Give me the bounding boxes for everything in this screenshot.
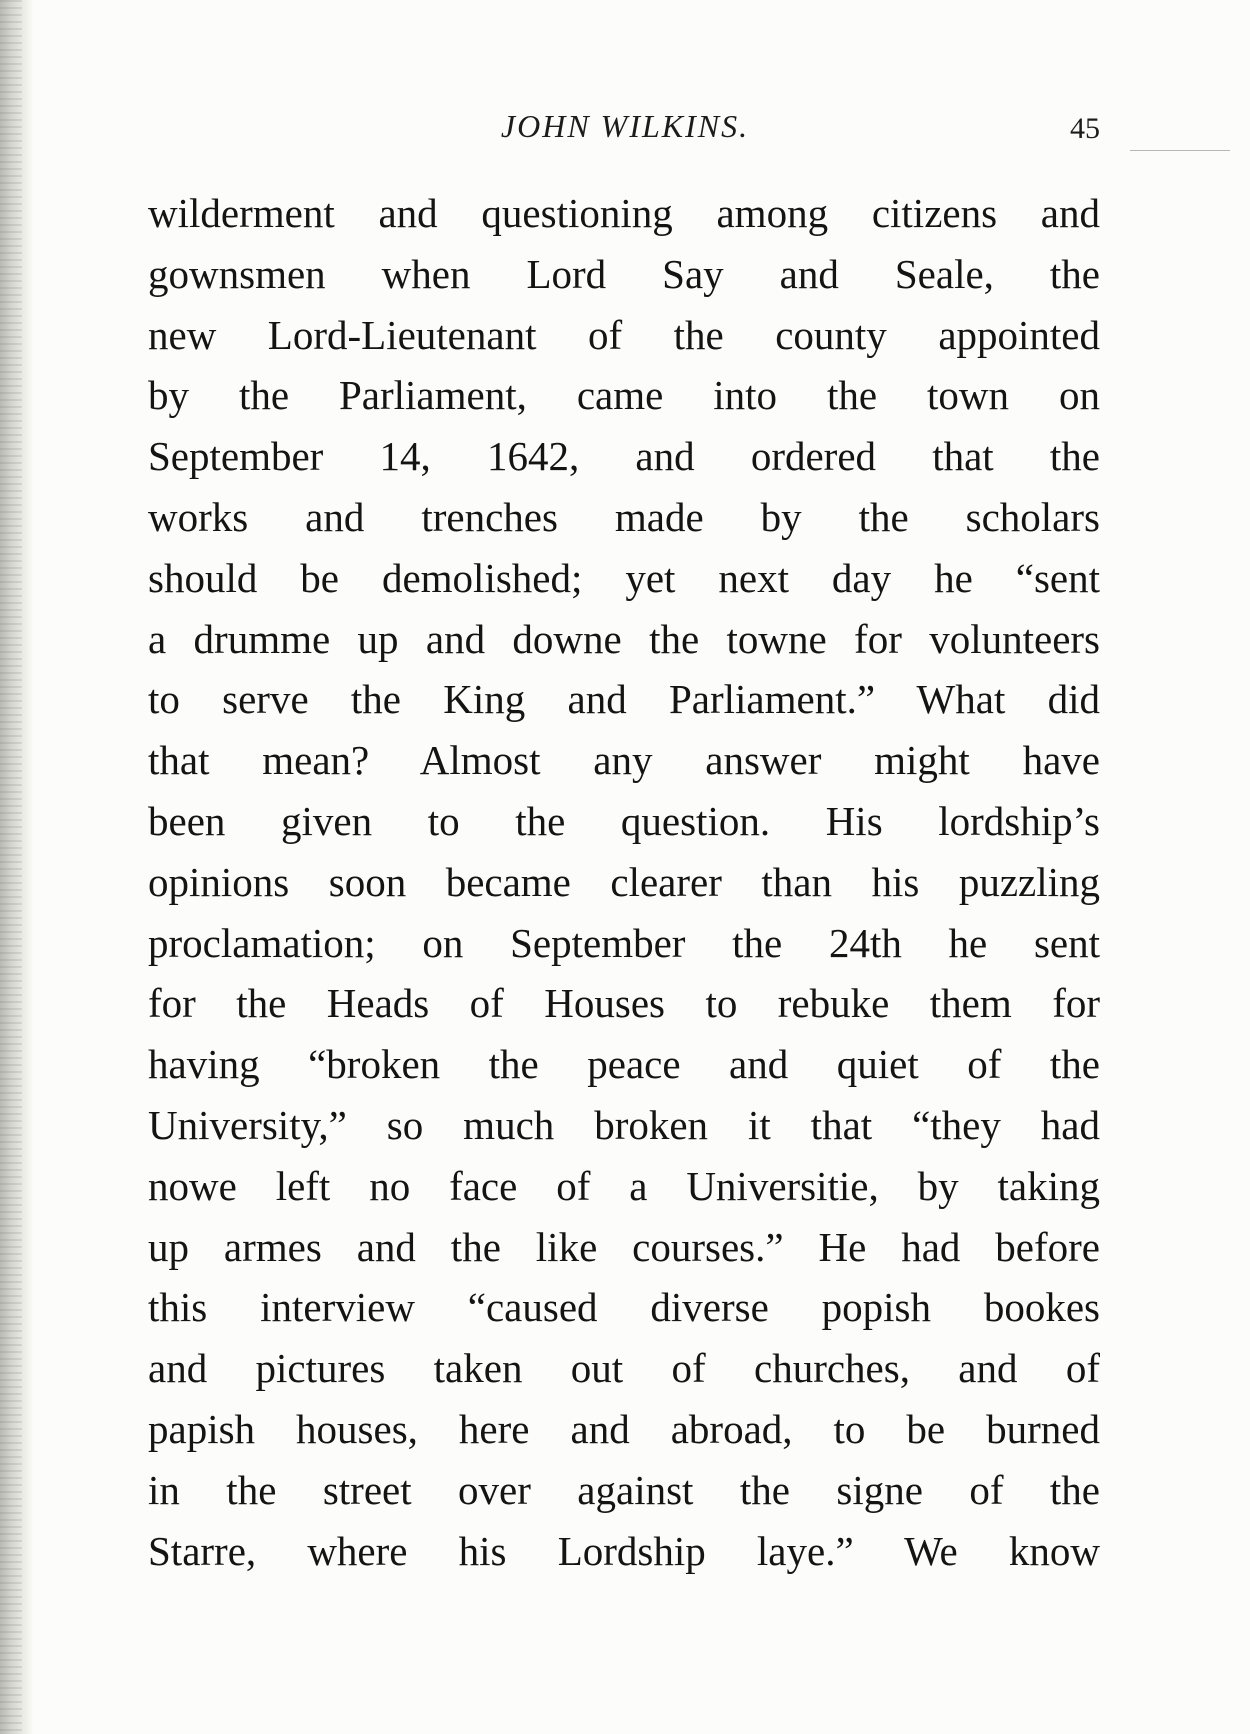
running-head xyxy=(150,108,1100,158)
text-line: University,” so much broken it that “they had xyxy=(148,1101,1100,1148)
text-line: September 14, 1642, and ordered that the xyxy=(148,433,1100,480)
text-line: for the Heads of Houses to rebuke them for xyxy=(148,980,1100,1027)
text-line: proclamation; on September the 24th he sent xyxy=(148,919,1100,966)
page-number: 45 xyxy=(1070,112,1100,145)
text-line: opinions soon became clearer than his puzzling xyxy=(148,858,1100,905)
body-text xyxy=(148,183,1100,1581)
text-line: to serve the King and Parliament.” What did xyxy=(148,676,1100,723)
text-line: works and trenches made by the scholars xyxy=(148,493,1100,540)
running-head-title: JOHN WILKINS. xyxy=(500,108,750,144)
text-line: papish houses, here and abroad, to be burned xyxy=(148,1405,1100,1452)
text-line: new Lord-Lieutenant of the county appointed xyxy=(148,311,1100,358)
text-line: in the street over against the signe of the xyxy=(148,1466,1100,1513)
text-line: a drumme up and downe the towne for volunteers xyxy=(148,615,1100,662)
scan-edge-texture xyxy=(0,0,22,1734)
text-line: nowe left no face of a Universitie, by taking xyxy=(148,1162,1100,1209)
text-line: gownsmen when Lord Say and Seale, the xyxy=(148,250,1100,297)
text-line: up armes and the like courses.” He had before xyxy=(148,1223,1100,1270)
text-line: and pictures taken out of churches, and of xyxy=(148,1345,1100,1392)
text-line: wilderment and questioning among citizens and xyxy=(148,190,1100,236)
text-line: that mean? Almost any answer might have xyxy=(148,737,1100,784)
text-line: been given to the question. His lordship’s xyxy=(148,797,1100,844)
text-line: by the Parliament, came into the town on xyxy=(148,372,1100,419)
text-line: this interview “caused diverse popish bookes xyxy=(148,1284,1100,1331)
text-line: Starre, where his Lordship laye.” We know xyxy=(148,1527,1100,1574)
text-line: should be demolished; yet next day he “sent xyxy=(148,554,1100,601)
text-line: having “broken the peace and quiet of the xyxy=(148,1041,1100,1088)
header-rule xyxy=(1130,150,1230,151)
